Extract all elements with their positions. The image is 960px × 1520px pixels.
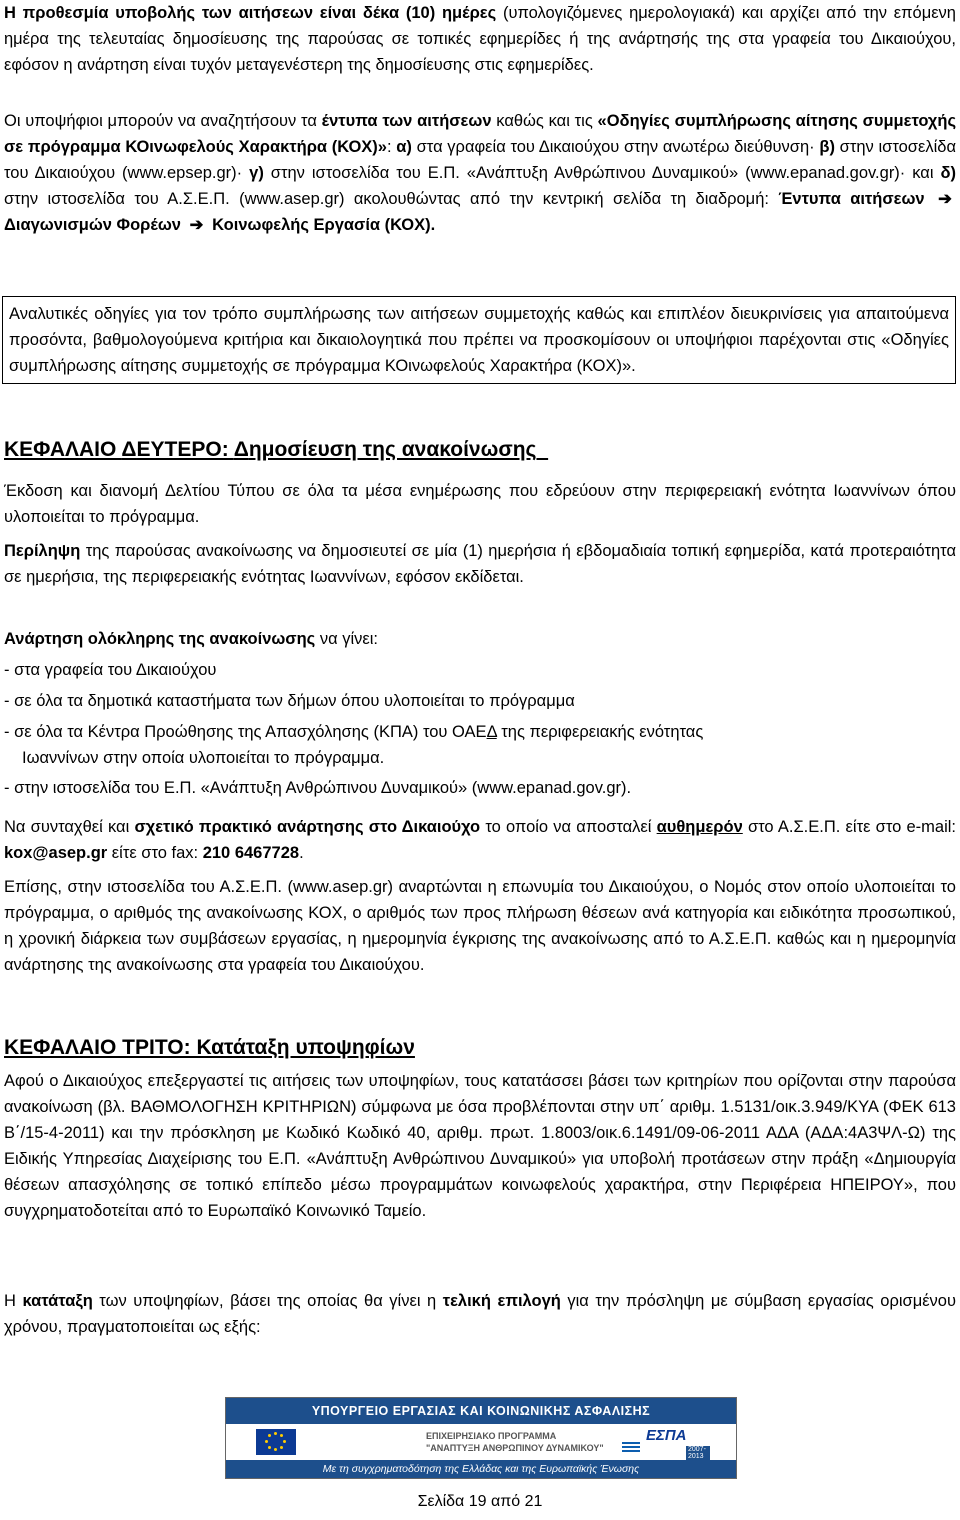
path-step-3: Κοινωφελής Εργασία (ΚΟΧ). xyxy=(212,216,436,234)
report-text: το οποίο να αποσταλεί xyxy=(480,818,657,836)
list-item xyxy=(4,719,956,771)
list-item: - στην ιστοσελίδα του Ε.Π. «Ανάπτυξη Ανθρώπινου Δυναμικού» (www.epanad.gov.gr). xyxy=(4,779,632,797)
path-step-1: Έντυπα αιτήσεων xyxy=(778,190,925,208)
posting-report-paragraph xyxy=(4,814,956,866)
espa-word: ΕΣΠΑ xyxy=(646,1427,687,1444)
forms-bold-4: β) xyxy=(819,138,835,156)
list-item: - σε όλα τα δημοτικά καταστήματα των δήμων όπου υλοποιείται το πρόγραμμα xyxy=(4,692,575,710)
list-item: - στα γραφεία του Δικαιούχου xyxy=(4,661,217,679)
espa-logo xyxy=(646,1427,710,1460)
ranking-paragraph: Αφού ο Δικαιούχος επεξεργαστεί τις αιτήσεις των υποψηφίων, τους κατατάσσει βάσει των κριτηρίων που ορίζονται στην παρούσα ανακοίνωση (βλ. ΒΑΘΜΟΛΟΓΗΣΗ ΚΡΙΤΗΡΙΩΝ) σύμφωνα με όσα προβλέπονται στην υπ΄ αριθμ. 1.5131/οικ.3.949/ΚΥΑ (ΦΕΚ 613 Β΄/15-4-2011) και την πρόσκληση με Κωδικό Κωδικό 40, αριθμ. πρωτ. 1.8003/οικ.6.1491/09-06-2011 ΑΔΑ (ΑΔΑ:4Α3ΨΛ-Ω) της Ειδικής Υπηρεσίας Διαχείρισης του Ε.Π. «Ανάπτυξη Ανθρώπινου Δυναμικού» για υποβολή προτάσεων στην πράξη «Δημιουργία θέσεων απασχόλησης σε τοπικό επίπεδο μέσω προγραμμάτων κοινωφελούς χαρακτήρα, στην Περιφέρεια ΗΠΕΙΡΟΥ», που συγχρηματοδοτείται από το Ευρωπαϊκό Κοινωνικό Ταμείο. xyxy=(4,1072,956,1220)
ministry-title: ΥΠΟΥΡΓΕΙΟ ΕΡΓΑΣΙΑΣ ΚΑΙ ΚΟΙΝΩΝΙΚΗΣ ΑΣΦΑΛΙΣΗΣ xyxy=(226,1398,736,1424)
email-value: kox@asep.gr xyxy=(4,844,108,862)
heading-part: Δ xyxy=(121,438,137,461)
heading-part: Δ xyxy=(233,438,249,461)
page-number: Σελίδα 19 από 21 xyxy=(417,1493,543,1510)
report-text: στο Α.Σ.Ε.Π. είτε στο e-mail: xyxy=(742,818,956,836)
posting-paragraph xyxy=(4,626,956,652)
forms-text-4: στα γραφεία του Δικαιούχου στην ανωτέρω διεύθυνση· xyxy=(411,138,820,156)
forms-bold-5: γ) xyxy=(249,164,264,182)
path-step-2: Διαγωνισμών Φορέων xyxy=(4,216,181,234)
forms-text-1: Οι υποψήφιοι μπορούν να αναζητήσουν τα xyxy=(4,112,322,130)
report-bold: σχετικό πρακτικό ανάρτησης στο Δικαιούχο xyxy=(134,818,481,836)
forms-text-5: στην ιστοσελίδα του Δικαιούχου (www.epsep.gr)· xyxy=(4,138,956,182)
chapter-two-heading xyxy=(4,436,548,464)
report-text: είτε στο fax: xyxy=(107,844,203,862)
final-text: των υποψηφίων, βάσει της οποίας θα γίνει η xyxy=(92,1292,443,1310)
report-text: . xyxy=(299,844,304,862)
summary-text: της παρούσας ανακοίνωσης να δημοσιευτεί σε μία (1) ημερήσια ή εβδομαδιαία τοπική εφημερίδα, κατά προτεραιότητα σε ημερήσια, της περιφερειακής ενότητας Ιωαννίνων, εφόσον εκδίδεται. xyxy=(4,542,956,586)
ranking-final-paragraph xyxy=(4,1288,956,1340)
chapter-three-heading: ΚΕΦΑΛΑΙΟ ΤΡΙΤΟ: Κατάταξη υποψηφίων xyxy=(4,1036,415,1059)
forms-bold-1: έντυπα των αιτήσεων xyxy=(321,112,492,130)
list-text: Δ xyxy=(486,723,497,741)
heading-part: ημοσίευση της ανακοίνωσης xyxy=(248,438,537,461)
final-text: για την πρόσληψη με σύμβαση εργασίας ορισμένου χρόνου, πραγματοποιείται ως εξής: xyxy=(4,1292,957,1336)
deadline-bold: Η προθεσμία υποβολής των αιτήσεων είναι δέκα (10) ημέρες xyxy=(4,4,497,22)
list-text: Ιωαννίνων στην οποία υλοποιείται το πρόγραμμα. xyxy=(22,749,385,767)
final-text: Η xyxy=(4,1292,23,1310)
eu-flag-icon xyxy=(256,1429,296,1455)
press-release-paragraph: Έκδοση και διανομή Δελτίου Τύπου σε όλα τα μέσα ενημέρωσης που εδρεύουν στην περιφερειακή ενότητα Ιωαννίνων όπου υλοποιείται το πρόγραμμα. xyxy=(4,482,956,526)
summary-paragraph xyxy=(4,538,956,590)
forms-bold-3: α) xyxy=(396,138,412,156)
arrow-right-icon: ➔ xyxy=(189,216,204,234)
asep-website-paragraph: Επίσης, στην ιστοσελίδα του Α.Σ.Ε.Π. (www.asep.gr) αναρτώνται η επωνυμία του Δικαιούχου, ο Νομός στον οποίο υλοποιείται το πρόγραμμα, ο αριθμός της ανακοίνωσης ΚΟΧ, ο αριθμός των προς πλήρωση θέσεων ανά κατηγορία και ειδικότητα προσωπικού, η χρονική διάρκεια των συμβάσεων εργασίας, η ημερομηνία έγκρισης της ανακοίνωσης από το Α.Σ.Ε.Π. καθώς και η ημερομηνία ανάρτησης της ανακοίνωσης στα γραφεία του Δικαιούχου. xyxy=(4,878,956,974)
deadline-paragraph xyxy=(4,0,956,78)
posting-text: να γίνει: xyxy=(315,630,378,648)
posting-bold: Ανάρτηση ολόκληρης της ανακοίνωσης xyxy=(4,630,316,648)
heading-part: ΚΕΦΑΛΑΙΟ xyxy=(4,438,122,461)
greek-flag-icon xyxy=(622,1442,640,1454)
espa-years: 2007-2013 xyxy=(686,1446,710,1460)
arrow-right-icon: ➔ xyxy=(938,190,952,208)
final-bold: τελική επιλογή xyxy=(442,1292,561,1310)
list-text: - σε όλα τα Κέντρα Προώθησης της Απασχόλησης (ΚΠΑ) του ΟΑΕ xyxy=(4,723,487,741)
report-text: Να συνταχθεί και xyxy=(4,818,135,836)
banner-logos xyxy=(226,1424,736,1460)
programme-line: "ΑΝΑΠΤΥΞΗ ΑΝΘΡΩΠΙΝΟΥ ΔΥΝΑΜΙΚΟΥ" xyxy=(426,1443,604,1453)
fax-value: 210 6467728 xyxy=(202,844,300,862)
summary-bold: Περίληψη xyxy=(4,542,81,560)
application-forms-paragraph xyxy=(4,108,956,238)
forms-text-3: : xyxy=(386,138,397,156)
forms-text-6: στην ιστοσελίδα του Ε.Π. «Ανάπτυξη Ανθρώπινου Δυναμικού» (www.epanad.gov.gr)· και xyxy=(263,164,941,182)
ministry-banner xyxy=(225,1397,737,1479)
report-bold-underline: αυθημερόν xyxy=(656,818,743,836)
forms-text-2: καθώς και τις xyxy=(491,112,598,130)
forms-text-7: στην ιστοσελίδα του Α.Σ.Ε.Π. (www.asep.gr) ακολουθώντας από την κεντρική σελίδα τη διαδρομή: xyxy=(4,190,779,208)
instructions-box: Αναλυτικές οδηγίες για τον τρόπο συμπλήρωσης των αιτήσεων συμμετοχής καθώς και επιπλέον διευκρινίσεις για απαιτούμενα προσόντα, βαθμολογούμενα κριτήρια και δικαιολογητικά που πρέπει να προσκομίσουν οι υποψήφιοι παρέχονται στις «Οδηγίες συμπλήρωσης αίτησης συμμετοχής σε πρόγραμμα ΚΟινωφελούς Χαρακτήρα (ΚΟΧ)». xyxy=(2,296,956,384)
heading-part: ΕΥΤΕΡΟ: xyxy=(136,438,234,461)
cofunding-note: Με τη συγχρηματοδότηση της Ελλάδας και της Ευρωπαϊκής Ένωσης xyxy=(226,1460,736,1478)
deadline-text: (υπολογιζόμενες ημερολογιακά) και αρχίζει από την επόμενη ημέρα της τελευταίας δημοσίευσης της παρούσας σε τοπικές εφημερίδες ή της ανάρτησής της στα γραφεία του Δικαιούχου, εφόσον η ανάρτηση είναι τυχόν μεταγενέστερη της δημοσίευσης στις εφημερίδες. xyxy=(4,4,956,74)
programme-logo xyxy=(426,1430,604,1454)
forms-bold-6: δ) xyxy=(940,164,956,182)
final-bold: κατάταξη xyxy=(22,1292,93,1310)
programme-line: ΕΠΙΧΕΙΡΗΣΙΑΚΟ ΠΡΟΓΡΑΜΜΑ xyxy=(426,1431,557,1441)
forms-bold-2: «Οδηγίες συμπλήρωσης αίτησης συμμετοχής σε πρόγραμμα ΚΟινωφελούς Χαρακτήρα (ΚΟΧ)» xyxy=(4,112,957,156)
list-text: της περιφερειακής ενότητας xyxy=(496,723,704,741)
